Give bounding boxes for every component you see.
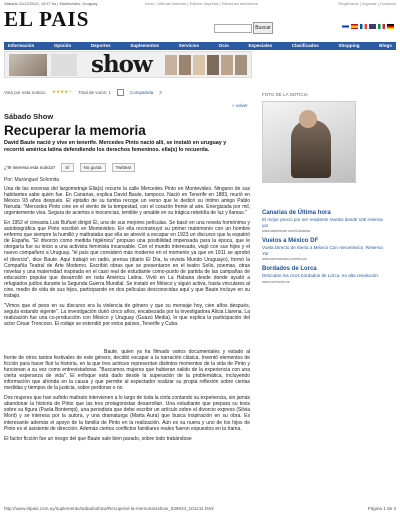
byline: Por: Maránguel Solomita (4, 177, 60, 183)
show-logo: show (91, 51, 152, 78)
vote-label: Vota por esta noticia: (4, 89, 47, 95)
promo-title[interactable]: Bordados de Lorca (262, 266, 317, 272)
article-lead: David Baute nació y vive en tenerife. Mercedes Pinto nació allí, se instaló en uruguay y recorrió américa latina defendiendo los derechos femeninos. ella(s) lo recuerda. (4, 140, 227, 153)
back-link[interactable]: » volver (232, 103, 248, 108)
search-input[interactable] (214, 24, 252, 33)
banner-photo (207, 55, 219, 75)
paragraph: Dos mujeres que han sufrido maltrato intervienen a lo largo de toda la cinta contando su experiencia, sin jamás abandonar la historia de Pinto que las tres protagonistas desarrollan. Una estudiante que prepara su tesis sobre su figura (Paola Bontempi), una periodista que debe escribir un artículo sobre el divorcio express (Silvia Mont) y se interesa por la autora, y una dramaturga (Marta Aura) que busca inspiración en su obra. Es interesante además el apoyo de la familia de Pinto en la realización. Aún es su nuera y uno de los hijos de Pinto es el asistente de dirección. Además ciertos conflictos familiares reales fueron expuestos en la trama. (4, 395, 250, 432)
nav-item[interactable]: Servicios (178, 43, 200, 48)
like-button[interactable]: Sí (61, 163, 73, 172)
nav-item[interactable]: Shopping (338, 43, 360, 48)
promo-title[interactable]: Canarias de Última hora (262, 210, 331, 216)
promo-url[interactable]: www.lastminute.com/Canarias (262, 229, 311, 234)
photo-caption: FOTO DE LA NOTICIA (262, 92, 308, 97)
photo-person (291, 120, 331, 178)
banner-photo (165, 55, 177, 75)
top-bar (4, 1, 396, 6)
paragraph: Una de las escenas del largometraje Ella(s) recurre la calle Mercedes Pinto en Montevideo. Ninguno de sus habitantes sabe quién fue. En Canarias, explica David Baute, tampoco. Nació en Tenerife en 1883, murió en México 93 años después. El epitafio de su tumba recoge un verso que le dedicó su íntimo amigo Pablo Neruda: "Mercedes Pinto cine en el viento de la tempestad, con el corazón frente al aire. Energizada por mil, urgentemente viva. Segura de aciertos e inocencias, temible y amable en su trágica rebeldía de luz y llamas." (4, 186, 250, 217)
promo-item[interactable] (262, 266, 390, 284)
rating-row (4, 88, 252, 96)
section-label: Sábado Show (4, 112, 54, 121)
photo-head (299, 110, 317, 128)
article-headline: Recuperar la memoria (4, 123, 146, 138)
nav-item[interactable]: Clasificados (291, 43, 319, 48)
flag-icon[interactable] (351, 24, 358, 29)
article-body (4, 186, 250, 331)
banner-photo (51, 54, 77, 76)
nav-item[interactable]: Blogs (379, 43, 392, 48)
promo-item[interactable] (262, 238, 390, 261)
promo-url[interactable]: www.aeromexico.com/es-es (262, 257, 307, 262)
promo-text: Vuela Directo de Iberia a México Con Aeroméxico. Reserva Ya! (262, 245, 383, 256)
promo-text: Descubre los ricos bordados de Lorca, en alta resolución. (262, 273, 380, 278)
nav-item[interactable]: Especiales (248, 43, 273, 48)
flag-icon[interactable] (369, 24, 376, 29)
twitter-button[interactable]: Twittear (112, 163, 136, 172)
flag-icon[interactable] (342, 24, 349, 29)
page-url: http://www.elpais.com.uy/suplemento/sabadoshow/Recuperar-la-memoria/sshow_535934_101211.html (4, 506, 214, 511)
nav-item[interactable]: Deportes (90, 43, 111, 48)
article-tools (4, 163, 248, 171)
account-links[interactable]: Registrarse | Ingresar | Contacto (338, 1, 396, 6)
promo-title[interactable]: Vuelos a México DF (262, 238, 319, 244)
banner-photo (221, 55, 233, 75)
banner-photo (193, 55, 205, 75)
search-button[interactable]: Buscar (253, 22, 273, 34)
main-nav (4, 42, 396, 50)
page-number: Página 1 de 3 (367, 506, 396, 511)
promo-item[interactable] (262, 210, 390, 233)
section-banner (4, 51, 252, 78)
paragraph: "Vimos que el peso en su discurso era la violencia de género y que su mensaje hoy, cien años después, seguía estando vigente". La investigación durió cinco años, encabezada por la investigadora Alicia Llarena. La realización fue una co-producción con México y Uruguay (Guazú Media), lo que explica la participación del actor César Troncoso. El rodaje se extendió por estos países, Tenerife y Cuba. (4, 302, 250, 327)
paragraph: El factor ficción fue un riesgo del que Baute sale bien parado, sobre todo trabándose (4, 435, 192, 442)
flag-icon[interactable] (378, 24, 385, 29)
interest-label: ¿Te interesa esta noticia? (4, 164, 56, 170)
top-links[interactable]: Inicio | Últimas Noticias | Edición Impresa | Ediciones anteriores (145, 1, 258, 6)
flag-icon[interactable] (360, 24, 367, 29)
share-label[interactable]: Compartela (129, 89, 154, 95)
print-footer (4, 506, 396, 511)
promo-text: El mejor precio por ser residente Vuelos desde 10€ reserva ya! (262, 217, 383, 228)
article-photo[interactable] (262, 101, 356, 183)
dislike-button[interactable]: No gusta (80, 163, 106, 172)
nav-item[interactable]: Ocio (218, 43, 229, 48)
nav-item[interactable]: Opinión (53, 43, 72, 48)
nav-item[interactable]: Información (8, 43, 35, 48)
total-votes: Total de votos: 1 (78, 89, 111, 95)
language-flags (342, 24, 394, 29)
flag-icon[interactable] (387, 24, 394, 29)
article-body-continued (4, 349, 250, 446)
rating-stars[interactable]: ★★★★☆ (52, 89, 73, 94)
site-logo[interactable]: EL PAIS (4, 7, 90, 31)
checkbox-icon[interactable] (117, 89, 124, 96)
banner-photo (9, 54, 47, 76)
date-location: Sábado 11/12/2010, 10:47 hs | Montevideo, Uruguay (4, 1, 98, 6)
share-count: 3 (159, 89, 162, 95)
banner-photo (179, 55, 191, 75)
paragraph: En 1952 el cineasta Luis Buñuel dirigió Él, una de sus mejores películas. Se basó en una novela homónima y autobiográfica que Pinto escribió en Montevideo. En ella reconstruyó su primer matrimonio con un hombre enfermo que siempre la humilló y maltrataba que ella se atrevió a escapar en 1923 un discurso que la expatrió de España. "El divorcio como medida higiénica" propuso una posibilidad impensada para la época, que le otorgaría fue su inicio a una activista feminista incansable. Con el mundo interesado, viajó con sus hijos y el nuevo compañero a Uruguay, "el país que consideró más moderno en el momento ya que en 1911 se aprobó el divorcio", dice Baute. Aquí trabajó en radio, prensa (diario El Día, la revista Mundo Uruguayo), formó la Compañía Teatral de Arte Moderno. Escribió obras que se presentaron en el teatro Solís, poemas, otras novelas y una maternidad inspirada en el caso real de estudiante como-punto de partida de las campañas de educación popular que desarrolló en toda América Latina. Vivió en La Habana desde donde ayudó a refugiados judíos durante la Segunda Guerra Mundial. Se instaló en México y siguió activa, hasta vinculares al cine, medio de vida de sus hijos, participando en dos películas desconocidas aquí y que Baute incluye en su trabajo. (4, 220, 250, 299)
banner-photo (235, 55, 247, 75)
paragraph: Baute, quien ya ha filmado varios documentales y estado al frente de otros tantos festivales de este género, decidió escapar a la narración clásica. Inventó elementos de ficción para hacer fluir la historia, en la que tres actrices representan distintos momentos de la vida de Pinto y funcionan a su vez como entrevistadoras. "Buscamos mujeres que hubieran salido de la experiencia con una cierta esperanza de vida". El enfoque está dado desde la superación de la problemática, incluyendo información que ahonda en la causa y que permite al espectador realizar su propia reflexión sobre ciertas medidas y tiempos de la justicia, sobre perdonar o no. (4, 349, 250, 392)
promo-url[interactable]: www.cerbordo.es (262, 279, 290, 284)
nav-item[interactable]: Suplementos (130, 43, 160, 48)
